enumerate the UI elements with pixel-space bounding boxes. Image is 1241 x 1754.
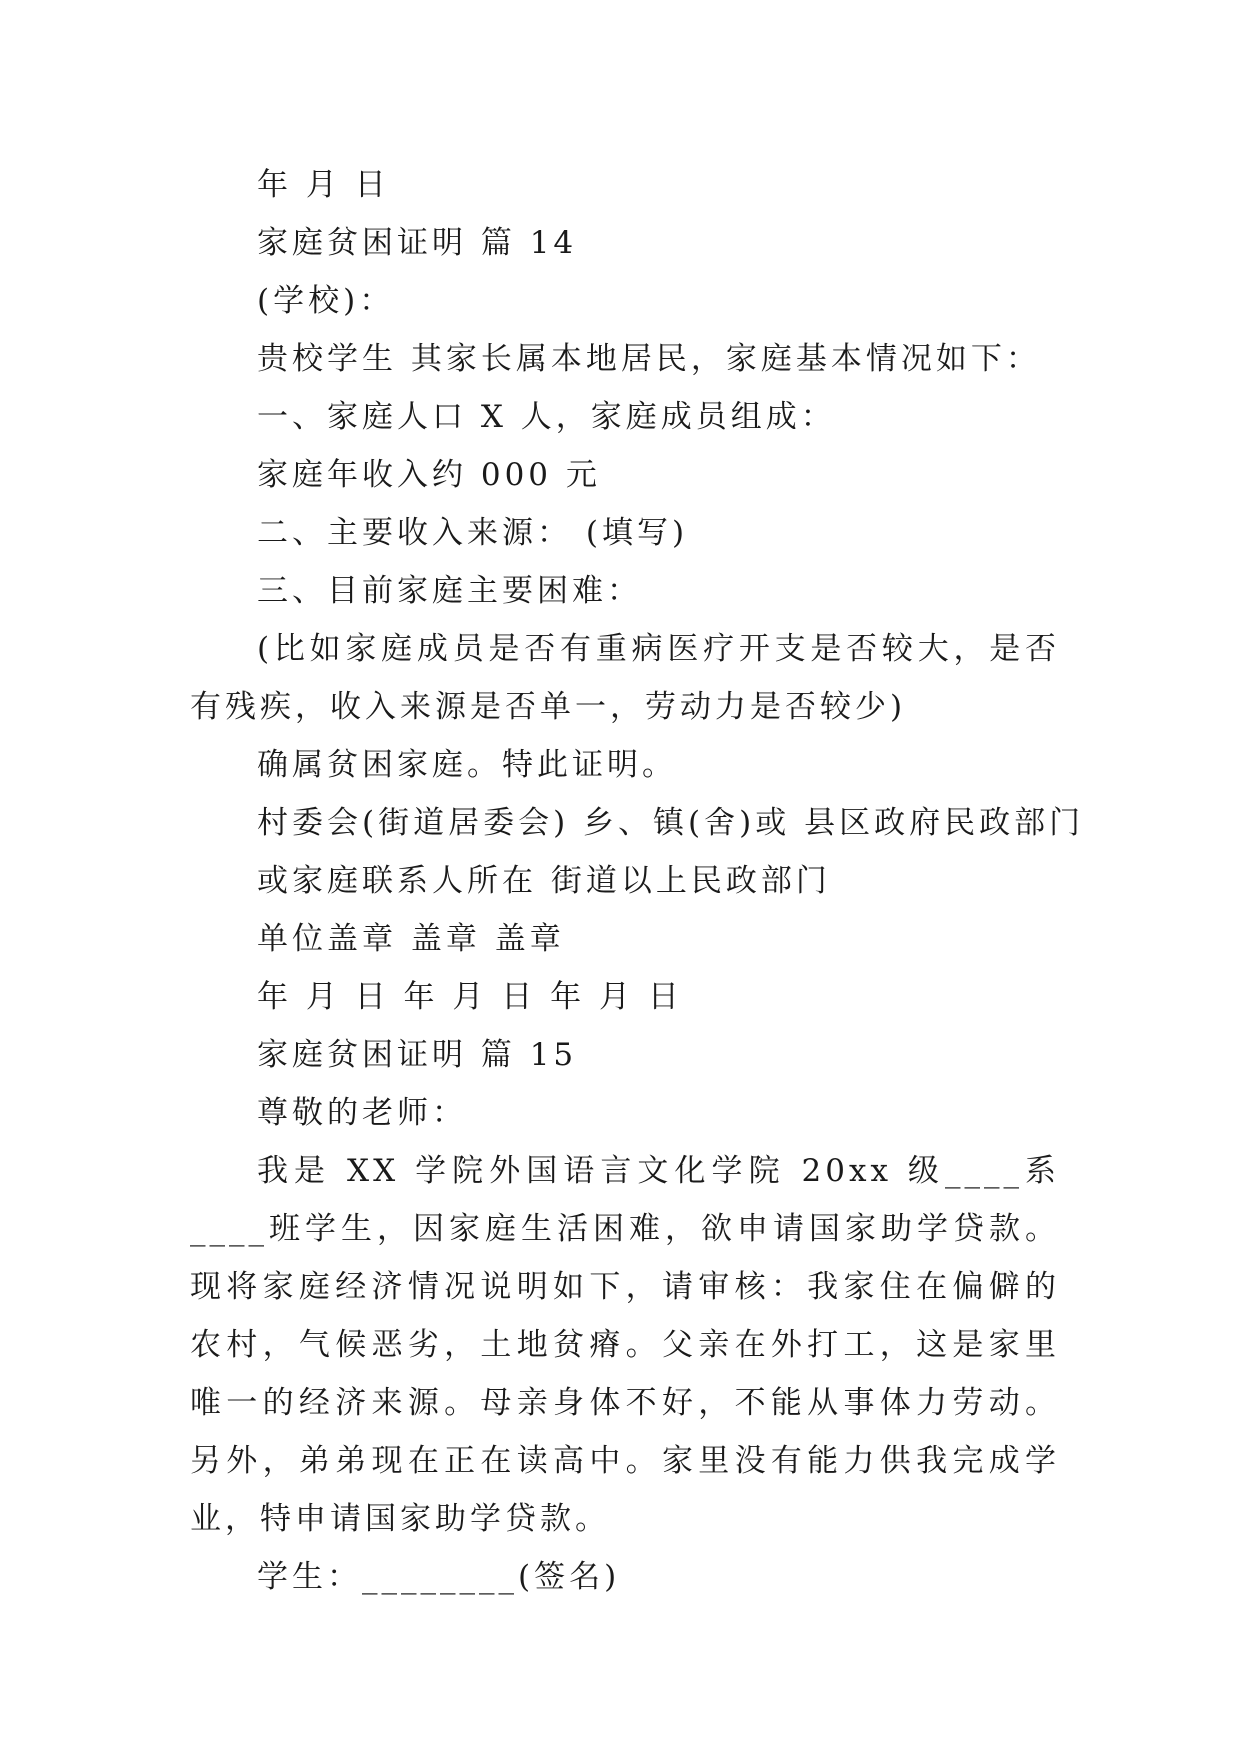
section-title-15: 家庭贫困证明 篇 15	[257, 1037, 578, 1073]
difficulty-heading: 三、目前家庭主要困难：	[257, 573, 642, 609]
signature-blank: ________	[362, 1559, 518, 1595]
certification-line: 确属贫困家庭。特此证明。	[257, 747, 677, 783]
school-addressee: (学校)：	[257, 283, 395, 319]
student-signature-line	[190, 1548, 1060, 1606]
section-title-14: 家庭贫困证明 篇 14	[257, 225, 578, 261]
authority-line-1: 村委会(街道居委会) 乡、镇(舍)或 县区政府民政部门	[257, 805, 1085, 841]
authority-line-2: 或家庭联系人所在 街道以上民政部门	[257, 863, 831, 899]
document-body	[190, 156, 1085, 1606]
signature-suffix: (签名)	[518, 1559, 621, 1595]
family-members-line: 一、家庭人口 X 人，家庭成员组成：	[257, 399, 836, 435]
difficulty-paragraph: (比如家庭成员是否有重病医疗开支是否较大，是否有残疾，收入来源是否单一，劳动力是否较少)	[190, 631, 1060, 725]
triple-date-line: 年 月 日 年 月 日 年 月 日	[257, 979, 683, 1015]
letter-paragraph: 我是 XX 学院外国语言文化学院 20xx 级____系____班学生，因家庭生活困难，欲申请国家助学贷款。现将家庭经济情况说明如下，请审核：我家住在偏僻的农村，气候恶劣，土地贫瘠。父亲在外打工，这是家里唯一的经济来源。母亲身体不好，不能从事体力劳动。另外，弟弟现在正在读高中。家里没有能力供我完成学业，特申请国家助学贷款。	[190, 1153, 1060, 1537]
salutation-line: 尊敬的老师：	[257, 1095, 467, 1131]
signature-label: 学生：	[257, 1559, 362, 1595]
income-source-line: 二、主要收入来源： (填写)	[257, 515, 689, 551]
student-intro-line: 贵校学生 其家长属本地居民，家庭基本情况如下：	[257, 341, 1041, 377]
family-income-line: 家庭年收入约 000 元	[257, 457, 601, 493]
seal-line: 单位盖章 盖章 盖章	[257, 921, 565, 957]
date-line: 年 月 日	[257, 167, 390, 203]
